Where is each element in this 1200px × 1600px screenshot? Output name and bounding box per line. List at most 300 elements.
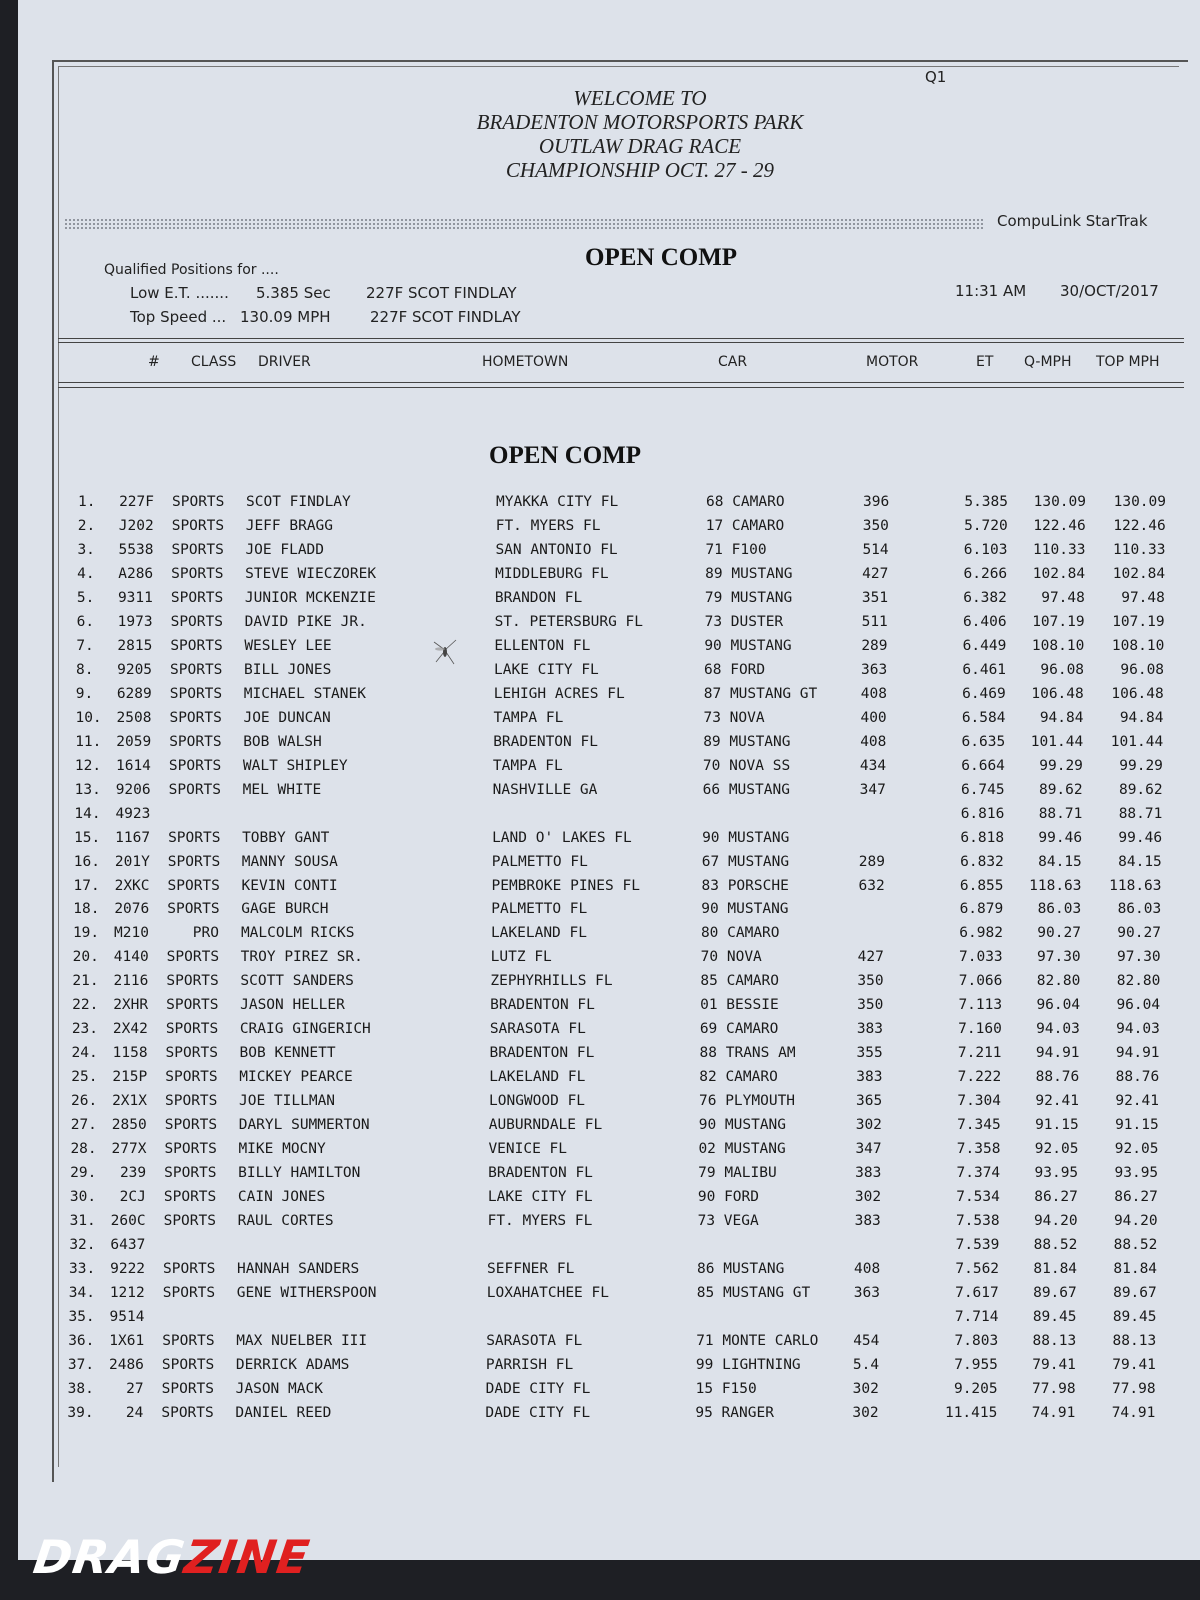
row-driver: HANNAH SANDERS [237, 1261, 360, 1278]
table-row [0, 782, 1200, 806]
row-motor: 302 [852, 1380, 879, 1397]
row-driver: JASON MACK [235, 1380, 323, 1397]
row-class: SPORTS [171, 541, 224, 558]
row-top-mph: 108.10 [1111, 637, 1165, 654]
table-row [0, 878, 1200, 902]
row-hometown: BRADENTON FL [488, 1165, 593, 1182]
row-motor: 302 [852, 1404, 879, 1421]
row-car-number: 1614 [115, 757, 151, 774]
row-car: 87 MUSTANG GT [703, 685, 818, 702]
row-position: 19. [72, 925, 100, 942]
row-top-mph: 90.27 [1117, 925, 1161, 942]
row-et: 6.103 [963, 541, 1008, 558]
row-hometown: LAKE CITY FL [494, 661, 599, 678]
row-driver: MIKE MOCNY [238, 1141, 326, 1158]
row-car-number: 24 [125, 1404, 144, 1421]
row-car-number: 4140 [113, 949, 149, 966]
row-driver: MALCOLM RICKS [240, 925, 355, 942]
row-motor: 289 [858, 853, 885, 870]
row-driver: GENE WITHERSPOON [236, 1285, 377, 1301]
row-motor: 351 [861, 589, 889, 606]
row-et: 11.415 [944, 1404, 998, 1421]
row-motor: 365 [856, 1093, 883, 1110]
row-hometown: PALMETTO FL [491, 901, 588, 918]
table-row [0, 638, 1200, 662]
row-motor: 350 [857, 973, 884, 990]
row-driver: BOB KENNETT [239, 1045, 336, 1062]
timing-system-label: CompuLink StarTrak [997, 212, 1148, 230]
row-car: 90 MUSTANG [698, 1117, 787, 1134]
row-car-number: 2059 [116, 733, 152, 750]
row-driver: SCOTT SANDERS [240, 973, 354, 990]
row-class: SPORTS [169, 685, 223, 702]
row-class: SPORTS [162, 1332, 215, 1349]
row-q-mph: 107.19 [1032, 613, 1085, 630]
row-q-mph: 99.29 [1039, 757, 1083, 774]
row-car-number: M210 [114, 925, 149, 942]
row-car: 99 LIGHTNING [695, 1356, 801, 1373]
row-car-number: 2815 [117, 637, 153, 654]
row-driver: MANNY SOUSA [241, 853, 338, 870]
row-car-number: 5538 [118, 541, 154, 558]
column-header-driver: DRIVER [258, 354, 311, 370]
row-hometown: LAKELAND FL [489, 1069, 586, 1086]
row-top-mph: 86.27 [1114, 1189, 1158, 1206]
row-car: 67 MUSTANG [701, 853, 790, 870]
row-et: 6.664 [961, 757, 1005, 774]
row-car: 01 BESSIE [700, 997, 779, 1014]
row-car-number: 9206 [115, 781, 151, 798]
row-position: 30. [69, 1189, 97, 1206]
row-driver: GAGE BURCH [241, 901, 329, 918]
row-motor: 355 [856, 1045, 883, 1062]
row-top-mph: 77.98 [1111, 1380, 1156, 1397]
row-q-mph: 89.62 [1038, 781, 1083, 798]
row-car: 89 MUSTANG [705, 565, 793, 582]
row-car: 73 NOVA [703, 709, 765, 726]
row-et: 6.879 [959, 901, 1004, 918]
row-driver: MICHAEL STANEK [243, 685, 366, 702]
row-driver: MICKEY PEARCE [239, 1069, 353, 1086]
row-hometown: FT. MYERS FL [487, 1213, 593, 1230]
row-et: 7.617 [955, 1285, 999, 1301]
row-et: 7.222 [957, 1069, 1002, 1086]
column-header-car: CAR [718, 354, 748, 370]
row-car-number: 277X [111, 1141, 147, 1158]
row-class: SPORTS [167, 901, 220, 918]
row-et: 6.818 [960, 829, 1005, 846]
row-driver: DERRICK ADAMS [235, 1356, 350, 1373]
table-row [0, 1309, 1200, 1333]
row-driver: STEVE WIECZOREK [245, 565, 377, 582]
logo-text-zine: ZINE [181, 1530, 314, 1584]
row-driver: WESLEY LEE [244, 637, 332, 654]
row-top-mph: 89.45 [1112, 1308, 1157, 1325]
row-position: 37. [67, 1356, 95, 1373]
row-q-mph: 74.91 [1031, 1404, 1076, 1421]
logo-text-drag: DRAG [30, 1530, 189, 1584]
table-row [0, 1285, 1200, 1309]
row-top-mph: 94.03 [1116, 1021, 1160, 1038]
row-class: SPORTS [164, 1117, 218, 1134]
table-row [0, 758, 1200, 782]
row-motor: 347 [855, 1141, 882, 1158]
row-top-mph: 101.44 [1110, 733, 1164, 750]
row-q-mph: 89.67 [1033, 1285, 1077, 1301]
row-et: 7.345 [957, 1117, 1001, 1134]
row-driver: TOBBY GANT [242, 829, 330, 846]
row-motor: 383 [856, 1069, 883, 1086]
row-hometown: MYAKKA CITY FL [496, 494, 619, 510]
row-position: 1. [78, 494, 96, 510]
table-row [0, 734, 1200, 758]
row-top-mph: 86.03 [1117, 901, 1162, 918]
row-q-mph: 94.84 [1039, 709, 1084, 726]
row-et: 6.461 [962, 661, 1007, 678]
row-driver: JOE FLADD [245, 541, 325, 558]
row-class: SPORTS [167, 877, 220, 894]
row-driver: BILL JONES [244, 661, 332, 678]
row-q-mph: 86.27 [1034, 1189, 1078, 1206]
row-et: 5.385 [964, 494, 1008, 510]
low-et-car: 227F SCOT FINDLAY [366, 284, 517, 302]
row-q-mph: 88.76 [1035, 1069, 1080, 1086]
row-motor: 302 [854, 1189, 882, 1206]
row-hometown: LAKELAND FL [490, 925, 587, 942]
row-position: 11. [75, 733, 102, 750]
row-hometown: DADE CITY FL [485, 1404, 591, 1421]
row-car-number: 2XKC [114, 877, 150, 894]
row-position: 17. [73, 877, 100, 894]
row-car-number: 2116 [113, 973, 149, 990]
event-title-line: CHAMPIONSHIP OCT. 27 - 29 [505, 158, 775, 182]
row-top-mph: 118.63 [1109, 877, 1162, 894]
row-driver: DARYL SUMMERTON [238, 1117, 370, 1134]
row-top-mph: 99.29 [1119, 757, 1163, 774]
row-et: 7.534 [956, 1189, 1000, 1206]
event-title [440, 86, 840, 182]
row-motor: 363 [861, 661, 888, 678]
row-car-number: 9514 [109, 1308, 145, 1325]
row-et: 7.714 [954, 1308, 999, 1325]
table-row [0, 1405, 1200, 1429]
row-motor: 396 [863, 494, 890, 510]
row-et: 7.033 [959, 949, 1003, 966]
row-top-mph: 122.46 [1113, 517, 1166, 534]
row-et: 6.855 [959, 877, 1004, 894]
row-position: 21. [72, 973, 99, 990]
row-top-mph: 96.08 [1120, 661, 1165, 678]
row-class: SPORTS [170, 589, 224, 606]
row-q-mph: 91.15 [1035, 1117, 1079, 1134]
row-driver: WALT SHIPLEY [242, 757, 348, 774]
row-car-number: 9222 [110, 1261, 146, 1278]
row-position: 34. [68, 1285, 95, 1301]
column-header-et: ET [976, 354, 994, 370]
row-et: 7.160 [958, 1021, 1002, 1038]
row-car: 83 PORSCHE [701, 877, 789, 894]
row-car: 73 VEGA [697, 1213, 759, 1230]
header-rule-bottom-2 [58, 387, 1184, 388]
event-title-line: BRADENTON MOTORSPORTS PARK [476, 110, 804, 134]
row-car: 71 MONTE CARLO [696, 1332, 819, 1349]
column-header-q-mph: Q-MPH [1024, 354, 1072, 370]
row-position: 38. [67, 1380, 94, 1397]
row-motor: 454 [853, 1332, 880, 1349]
row-position: 31. [69, 1213, 96, 1230]
table-row [0, 1261, 1200, 1285]
row-class: SPORTS [162, 1285, 216, 1301]
row-q-mph: 110.33 [1033, 541, 1086, 558]
row-hometown: PALMETTO FL [491, 853, 588, 870]
row-class: SPORTS [161, 1356, 215, 1373]
row-et: 7.066 [958, 973, 1003, 990]
row-driver: DANIEL REED [235, 1404, 332, 1421]
row-position: 32. [69, 1237, 96, 1254]
row-motor: 408 [854, 1261, 881, 1278]
row-hometown: PARRISH FL [485, 1356, 574, 1373]
row-et: 6.382 [963, 589, 1007, 606]
row-class: SPORTS [169, 709, 222, 726]
top-speed-car: 227F SCOT FINDLAY [370, 308, 521, 326]
row-car-number: 1167 [115, 829, 151, 846]
row-top-mph: 88.13 [1112, 1332, 1157, 1349]
table-row [0, 949, 1200, 973]
row-car: 70 NOVA [700, 949, 762, 966]
row-position: 27. [70, 1117, 97, 1134]
row-top-mph: 91.15 [1115, 1117, 1159, 1134]
row-et: 6.982 [959, 925, 1003, 942]
row-driver: JOE TILLMAN [239, 1093, 336, 1110]
row-top-mph: 92.41 [1115, 1093, 1159, 1110]
row-car: 85 MUSTANG GT [696, 1285, 811, 1301]
row-car-number: 4923 [115, 805, 151, 822]
row-car-number: 2CJ [119, 1189, 146, 1206]
row-car-number: 239 [119, 1165, 147, 1182]
row-position: 15. [74, 829, 101, 846]
row-car: 90 MUSTANG [704, 637, 792, 654]
row-q-mph: 130.09 [1033, 494, 1086, 510]
row-et: 6.832 [960, 853, 1004, 870]
row-hometown: VENICE FL [488, 1141, 568, 1158]
row-top-mph: 88.52 [1113, 1237, 1158, 1254]
row-top-mph: 88.76 [1115, 1069, 1160, 1086]
row-car: 85 CAMARO [700, 973, 779, 990]
row-hometown: BRADENTON FL [490, 997, 595, 1014]
row-q-mph: 108.10 [1031, 637, 1085, 654]
row-hometown: DADE CITY FL [485, 1380, 591, 1397]
row-hometown: PEMBROKE PINES FL [491, 877, 640, 894]
row-q-mph: 94.20 [1033, 1213, 1078, 1230]
row-class: SPORTS [164, 1141, 217, 1158]
qualified-positions-label: Qualified Positions for .... [104, 262, 279, 278]
row-q-mph: 96.04 [1036, 997, 1081, 1014]
table-row [0, 806, 1200, 830]
row-motor: 383 [854, 1213, 881, 1230]
row-driver: DAVID PIKE JR. [244, 613, 367, 630]
row-car: 66 MUSTANG [702, 781, 790, 798]
row-motor: 363 [853, 1285, 880, 1301]
row-class: SPORTS [170, 637, 223, 654]
row-car-number: 6437 [110, 1237, 146, 1254]
row-top-mph: 84.15 [1118, 853, 1162, 870]
row-hometown: ST. PETERSBURG FL [494, 613, 643, 630]
row-driver: CAIN JONES [237, 1189, 326, 1206]
row-q-mph: 92.05 [1034, 1141, 1079, 1158]
row-car-number: 2XHR [113, 997, 149, 1014]
row-hometown: ELLENTON FL [494, 637, 591, 654]
row-class: SPORTS [168, 829, 221, 846]
row-car: 02 MUSTANG [698, 1141, 786, 1158]
row-position: 29. [70, 1165, 97, 1182]
row-class: SPORTS [165, 1021, 219, 1038]
row-top-mph: 74.91 [1111, 1404, 1156, 1421]
table-row [0, 542, 1200, 566]
row-hometown: BRADENTON FL [489, 1045, 595, 1062]
row-top-mph: 107.19 [1112, 613, 1165, 630]
table-row [0, 1165, 1200, 1189]
row-top-mph: 96.04 [1116, 997, 1161, 1014]
row-driver: BILLY HAMILTON [238, 1165, 361, 1182]
row-class: SPORTS [166, 949, 220, 966]
row-motor: 400 [860, 709, 887, 726]
row-q-mph: 88.13 [1032, 1332, 1077, 1349]
row-top-mph: 92.05 [1114, 1141, 1159, 1158]
row-car: 90 MUSTANG [701, 901, 789, 918]
row-hometown: LONGWOOD FL [489, 1093, 586, 1110]
table-row [0, 973, 1200, 997]
row-position: 9. [75, 685, 94, 702]
column-header-hometown: HOMETOWN [482, 354, 569, 370]
row-car-number: 2X1X [112, 1093, 147, 1110]
row-hometown: SAN ANTONIO FL [495, 541, 618, 558]
row-position: 28. [70, 1141, 97, 1158]
row-car-number: 27 [126, 1380, 144, 1397]
row-class: SPORTS [171, 517, 225, 534]
row-q-mph: 97.30 [1037, 949, 1081, 966]
column-header-class: CLASS [191, 354, 237, 370]
row-et: 7.539 [955, 1237, 1000, 1254]
row-driver: RAUL CORTES [237, 1213, 334, 1230]
row-q-mph: 84.15 [1038, 853, 1082, 870]
row-hometown: SARASOTA FL [486, 1332, 583, 1349]
row-position: 12. [74, 757, 102, 774]
row-driver: JASON HELLER [240, 997, 345, 1014]
row-q-mph: 102.84 [1032, 565, 1086, 582]
row-hometown: AUBURNDALE FL [488, 1117, 603, 1134]
table-row [0, 1333, 1200, 1357]
row-car: 69 CAMARO [699, 1021, 779, 1038]
event-title-line: OUTLAW DRAG RACE [538, 134, 742, 158]
row-position: 24. [71, 1045, 98, 1062]
row-hometown: LUTZ FL [490, 949, 552, 966]
row-top-mph: 99.46 [1118, 829, 1163, 846]
row-hometown: FT. MYERS FL [495, 517, 601, 534]
row-car-number: 2X42 [112, 1021, 148, 1038]
column-header-top-mph: TOP MPH [1096, 354, 1160, 370]
row-position: 16. [73, 853, 100, 870]
row-car: 68 FORD [704, 661, 766, 678]
table-row [0, 1117, 1200, 1141]
class-heading: OPEN COMP [585, 244, 738, 271]
row-driver: TROY PIREZ SR. [240, 949, 363, 966]
row-motor: 302 [855, 1117, 882, 1134]
row-q-mph: 94.91 [1035, 1045, 1080, 1062]
row-class: SPORTS [166, 973, 219, 990]
row-driver: MEL WHITE [242, 781, 322, 798]
row-car-number: J202 [118, 517, 154, 534]
table-row [0, 1093, 1200, 1117]
row-et: 6.469 [962, 685, 1006, 702]
row-q-mph: 106.48 [1031, 685, 1084, 702]
row-q-mph: 122.46 [1033, 517, 1086, 534]
row-car-number: 9311 [117, 589, 153, 606]
row-q-mph: 118.63 [1029, 877, 1082, 894]
row-q-mph: 79.41 [1032, 1356, 1076, 1373]
row-class: SPORTS [171, 565, 224, 582]
row-position: 18. [73, 901, 100, 918]
row-car: 79 MUSTANG [704, 589, 793, 606]
row-position: 13. [74, 781, 101, 798]
row-top-mph: 94.91 [1115, 1045, 1160, 1062]
row-hometown: MIDDLEBURG FL [495, 565, 609, 582]
row-hometown: TAMPA FL [493, 709, 564, 726]
row-motor: 632 [858, 877, 885, 894]
row-position: 36. [68, 1332, 95, 1349]
top-speed-value: 130.09 MPH [240, 308, 331, 326]
row-class: SPORTS [169, 733, 222, 750]
row-et: 7.803 [954, 1332, 999, 1349]
row-et: 5.720 [964, 517, 1008, 534]
header-rule-top-2 [58, 342, 1184, 343]
row-et: 7.538 [955, 1213, 1000, 1230]
row-top-mph: 89.67 [1113, 1285, 1157, 1301]
row-q-mph: 86.03 [1037, 901, 1082, 918]
row-driver: CRAIG GINGERICH [239, 1021, 371, 1038]
row-hometown: LAKE CITY FL [487, 1189, 593, 1206]
row-position: 4. [77, 565, 95, 582]
row-car-number: 1158 [112, 1045, 148, 1062]
table-row [0, 1069, 1200, 1093]
row-top-mph: 94.20 [1113, 1213, 1158, 1230]
insect-on-paper-icon [430, 636, 460, 666]
row-position: 3. [77, 541, 95, 558]
row-car-number: A286 [118, 565, 154, 582]
row-car: 90 MUSTANG [702, 829, 790, 846]
row-position: 8. [76, 661, 94, 678]
low-et-value: 5.385 Sec [256, 284, 331, 302]
header-rule-bottom [58, 382, 1184, 383]
row-hometown: LAND O' LAKES FL [492, 829, 632, 846]
row-motor: 434 [859, 757, 887, 774]
row-class: PRO [192, 925, 219, 942]
table-row [0, 1045, 1200, 1069]
row-car-number: 1212 [109, 1285, 145, 1301]
row-position: 6. [76, 613, 95, 630]
row-q-mph: 94.03 [1036, 1021, 1080, 1038]
row-car-number: 1X61 [109, 1332, 145, 1349]
row-driver: SCOT FINDLAY [246, 494, 351, 510]
header-rule-top [58, 338, 1184, 339]
row-et: 6.449 [962, 637, 1007, 654]
row-position: 26. [71, 1093, 98, 1110]
row-car: 70 NOVA SS [702, 757, 791, 774]
row-q-mph: 77.98 [1031, 1380, 1076, 1397]
row-motor: 383 [856, 1021, 884, 1038]
row-et: 6.584 [961, 709, 1006, 726]
row-car-number: 1973 [117, 613, 153, 630]
row-class: SPORTS [163, 1261, 216, 1278]
